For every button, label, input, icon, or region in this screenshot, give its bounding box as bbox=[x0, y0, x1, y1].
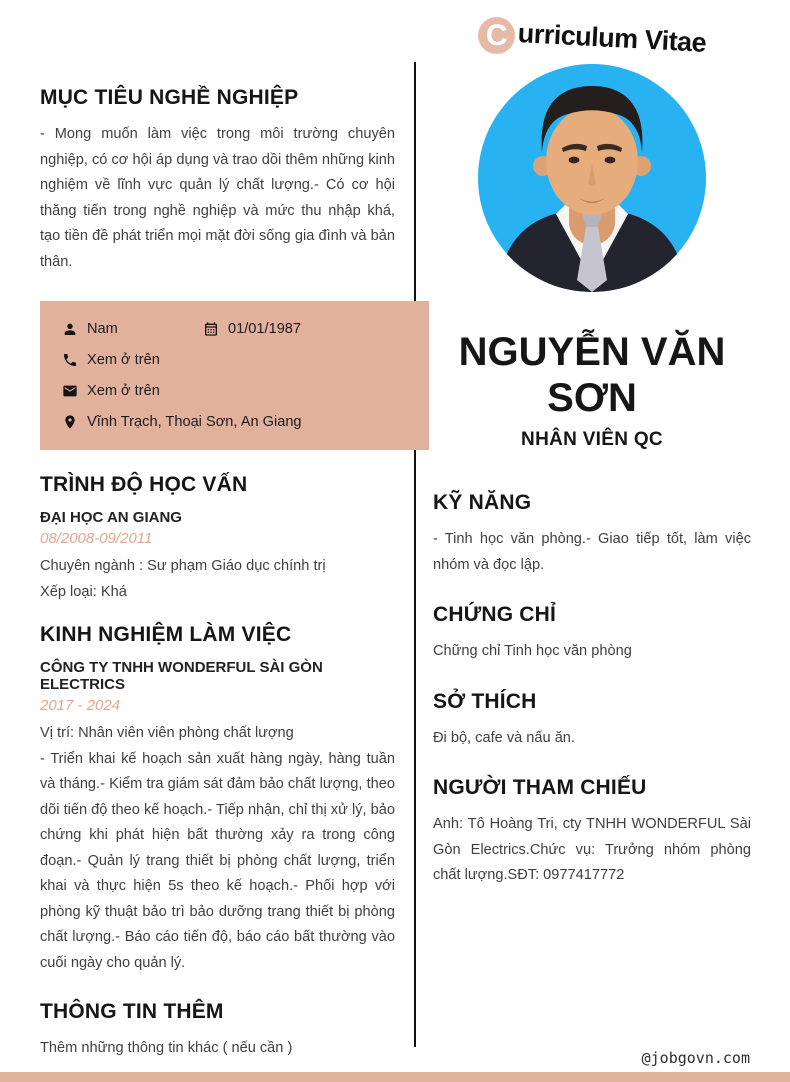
experience-company: CÔNG TY TNHH WONDERFUL SÀI GÒN ELECTRICS bbox=[40, 659, 323, 693]
experience-period: 2017 - 2024 bbox=[40, 697, 121, 714]
email-value: Xem ở trên bbox=[87, 383, 160, 399]
section-certificates bbox=[433, 603, 751, 665]
additional-info-body: Thêm những thông tin khác ( nếu cần ) bbox=[40, 1040, 293, 1056]
column-divider-line bbox=[414, 62, 416, 1047]
objective-body: - Mong muốn làm việc trong môi trường chuyên nghiệp, có cơ hội áp dụng và trao dồi thêm những kinh nghiệm về lĩnh vực quản lý chất lượng.- Có cơ hội thăng tiến trong nghề nghiệp và mức thu nhập khá, tạo tiền đề phát triển mọi mặt đời sống gia đình và bản thân. bbox=[40, 126, 395, 270]
candidate-name: NGUYỄN VĂN SƠN bbox=[458, 330, 726, 420]
profile-photo bbox=[478, 64, 706, 292]
references-body: Anh: Tô Hoàng Tri, cty TNHH WONDERFUL Sài Gòn Electrics.Chức vụ: Trưởng nhóm phòng chất lượng.SĐT: 0977417772 bbox=[433, 816, 751, 883]
education-grade: Xếp loại: Khá bbox=[40, 583, 127, 600]
gender-item bbox=[62, 321, 203, 337]
section-education bbox=[40, 473, 395, 605]
certificates-body: Chững chỉ Tinh học văn phòng bbox=[433, 643, 632, 659]
bottom-accent-bar bbox=[0, 1072, 790, 1082]
email-item bbox=[62, 383, 160, 399]
experience-position: Vị trí: Nhân viên viên phòng chất lượng bbox=[40, 725, 294, 741]
hobbies-title: SỞ THÍCH bbox=[433, 689, 537, 713]
envelope-icon bbox=[62, 383, 78, 399]
education-school: ĐẠI HỌC AN GIANG bbox=[40, 509, 182, 526]
address-item bbox=[62, 414, 302, 430]
personal-info-box bbox=[40, 301, 429, 450]
birthday-value: 01/01/1987 bbox=[228, 321, 302, 337]
section-hobbies bbox=[433, 690, 751, 752]
address-value: Vĩnh Trạch, Thoại Sơn, An Giang bbox=[87, 414, 302, 430]
section-experience bbox=[40, 623, 395, 976]
experience-description: - Triển khai kế hoạch sản xuất hàng ngày, hàng tuần và tháng.- Kiểm tra giám sát đảm bảo chất lượng, theo dõi tiến độ theo kế hoạch.- Tiếp nhận, chỉ thị xử lý, bảo chứng khi phát hiện bất thường xảy ra trong công đoạn.- Quản lý trang thiết bị phòng chất lượng, triển khai và thực hiện 5s theo kế hoạch.- Phối hợp với phòng kỹ thuật bảo trì bảo dưỡng trang thiết bị phòng chất lượng.- Báo cáo tiến độ, báo cáo bất thường vào cuối ngày cho quản lý. bbox=[40, 750, 395, 971]
gender-value: Nam bbox=[87, 321, 118, 337]
skills-body: - Tinh học văn phòng.- Giao tiếp tốt, làm việc nhóm và đọc lập. bbox=[433, 531, 751, 573]
education-major: Chuyên ngành : Sư phạm Giáo dục chính trị bbox=[40, 558, 326, 574]
person-icon bbox=[62, 321, 78, 337]
section-additional-info bbox=[40, 1000, 395, 1062]
info-row-email bbox=[62, 383, 429, 399]
calendar-icon bbox=[203, 321, 219, 337]
cv-logo bbox=[433, 10, 751, 62]
info-row-gender-birthday bbox=[62, 321, 429, 337]
education-period: 08/2008-09/2011 bbox=[40, 530, 153, 547]
objective-title: MỤC TIÊU NGHỀ NGHIỆP bbox=[40, 86, 299, 109]
references-title: NGƯỜI THAM CHIẾU bbox=[433, 776, 647, 799]
phone-item bbox=[62, 352, 160, 368]
right-column bbox=[433, 10, 751, 889]
section-objective bbox=[40, 86, 395, 275]
certificates-title: CHỨNG CHỈ bbox=[433, 603, 557, 626]
section-skills bbox=[433, 491, 751, 578]
phone-value: Xem ở trên bbox=[87, 352, 160, 368]
location-pin-icon bbox=[62, 414, 78, 430]
cv-logo-text: urriculum Vitae bbox=[517, 18, 708, 58]
experience-title: KINH NGHIỆM LÀM VIỆC bbox=[40, 623, 292, 646]
info-row-address bbox=[62, 414, 429, 430]
additional-info-title: THÔNG TIN THÊM bbox=[40, 1000, 224, 1023]
left-column bbox=[40, 86, 395, 1062]
candidate-job-title: NHÂN VIÊN QC bbox=[521, 429, 663, 450]
phone-icon bbox=[62, 352, 78, 368]
skills-title: KỸ NĂNG bbox=[433, 491, 532, 514]
education-title: TRÌNH ĐỘ HỌC VẤN bbox=[40, 473, 248, 496]
section-references bbox=[433, 776, 751, 889]
cv-logo-badge-icon: C bbox=[478, 17, 515, 54]
site-watermark: @jobgovn.com bbox=[641, 1049, 750, 1067]
birthday-item bbox=[203, 321, 301, 337]
hobbies-body: Đi bộ, cafe và nấu ăn. bbox=[433, 729, 575, 746]
profile-photo-avatar bbox=[478, 64, 706, 292]
info-row-phone bbox=[62, 352, 429, 368]
